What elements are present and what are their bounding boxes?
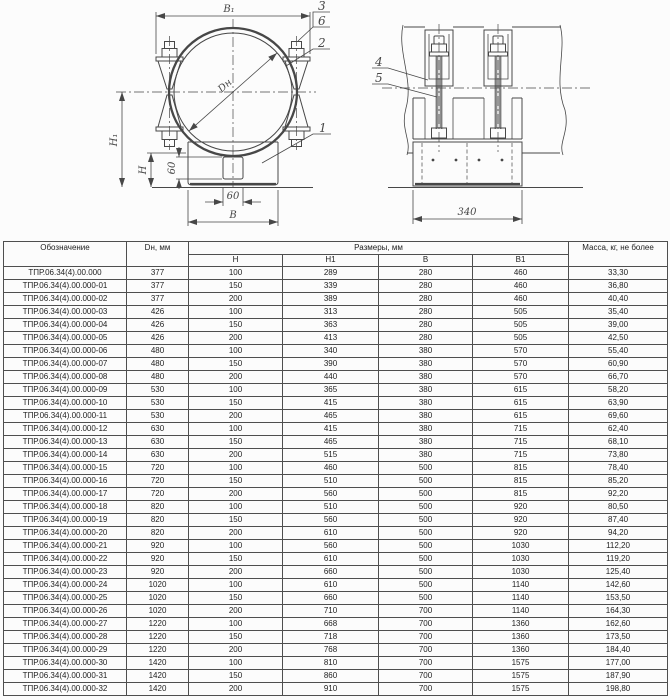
cell-b1: 505 (473, 319, 569, 332)
cell-designation: ТПР.06.34(4).00.000-26 (4, 605, 127, 618)
cell-designation: ТПР.06.34(4).00.000-30 (4, 657, 127, 670)
dimension-h1 (109, 92, 122, 187)
cell-h: 100 (189, 501, 283, 514)
cell-h: 150 (189, 436, 283, 449)
cell-dn: 480 (127, 371, 189, 384)
cell-h: 100 (189, 267, 283, 280)
cell-h1: 510 (283, 501, 379, 514)
cell-h: 150 (189, 670, 283, 683)
callout-3-label: 3 (318, 0, 326, 13)
table-row (4, 306, 668, 319)
cell-b: 700 (379, 631, 473, 644)
cell-b: 700 (379, 670, 473, 683)
table-row (4, 345, 668, 358)
cell-dn: 426 (127, 332, 189, 345)
table-row (4, 410, 668, 423)
cell-b1: 505 (473, 332, 569, 345)
cell-b: 700 (379, 683, 473, 696)
cell-designation: ТПР.06.34(4).00.000-11 (4, 410, 127, 423)
cell-b1: 1575 (473, 683, 569, 696)
col-header-b: B (379, 255, 473, 267)
table-row (4, 514, 668, 527)
cell-h1: 363 (283, 319, 379, 332)
cell-b: 280 (379, 319, 473, 332)
cell-b: 500 (379, 488, 473, 501)
cell-h: 200 (189, 371, 283, 384)
table-row (4, 384, 668, 397)
cell-b: 280 (379, 332, 473, 345)
table-row (4, 371, 668, 384)
dim-dn-label: Dн (216, 77, 235, 96)
cell-designation: ТПР.06.34(4).00.000-13 (4, 436, 127, 449)
cell-mass: 85,20 (569, 475, 668, 488)
spec-table (3, 241, 668, 696)
cell-h1: 768 (283, 644, 379, 657)
cell-mass: 87,40 (569, 514, 668, 527)
cell-h1: 910 (283, 683, 379, 696)
cell-mass: 187,90 (569, 670, 668, 683)
table-row (4, 579, 668, 592)
cell-dn: 530 (127, 397, 189, 410)
cell-designation: ТПР.06.34(4).00.000-20 (4, 527, 127, 540)
table-row (4, 553, 668, 566)
cell-h: 200 (189, 410, 283, 423)
cell-designation: ТПР.06.34(4).00.000-24 (4, 579, 127, 592)
front-view (109, 0, 331, 226)
cell-b1: 715 (473, 423, 569, 436)
cell-h1: 718 (283, 631, 379, 644)
callout-4-label: 4 (375, 55, 383, 69)
cell-dn: 630 (127, 436, 189, 449)
cell-h1: 860 (283, 670, 379, 683)
cell-mass: 92,20 (569, 488, 668, 501)
cell-h: 100 (189, 423, 283, 436)
cell-b1: 920 (473, 514, 569, 527)
cell-designation: ТПР.06.34(4).00.000-32 (4, 683, 127, 696)
cell-h: 150 (189, 514, 283, 527)
table-row (4, 397, 668, 410)
cell-h: 100 (189, 657, 283, 670)
cell-h1: 390 (283, 358, 379, 371)
cell-mass: 177,00 (569, 657, 668, 670)
cell-dn: 1420 (127, 657, 189, 670)
col-header-b1: B1 (473, 255, 569, 267)
cell-b: 380 (379, 410, 473, 423)
cell-mass: 112,20 (569, 540, 668, 553)
cell-b1: 460 (473, 267, 569, 280)
table-row (4, 527, 668, 540)
cell-designation: ТПР.06.34(4).00.000-27 (4, 618, 127, 631)
cell-dn: 920 (127, 553, 189, 566)
cell-b1: 815 (473, 462, 569, 475)
cell-mass: 39,00 (569, 319, 668, 332)
cell-b: 500 (379, 540, 473, 553)
table-row (4, 423, 668, 436)
cell-h: 100 (189, 579, 283, 592)
cell-b1: 1360 (473, 644, 569, 657)
cell-mass: 184,40 (569, 644, 668, 657)
cell-h1: 668 (283, 618, 379, 631)
cell-mass: 35,40 (569, 306, 668, 319)
table-row (4, 319, 668, 332)
cell-designation: ТПР.06.34(4).00.000-28 (4, 631, 127, 644)
cell-b1: 615 (473, 384, 569, 397)
cell-designation: ТПР.06.34(4).00.000-14 (4, 449, 127, 462)
cell-h1: 415 (283, 397, 379, 410)
cell-dn: 820 (127, 501, 189, 514)
cell-h1: 460 (283, 462, 379, 475)
cell-designation: ТПР.06.34(4).00.000-21 (4, 540, 127, 553)
cell-b: 700 (379, 644, 473, 657)
cell-h: 150 (189, 631, 283, 644)
cell-designation: ТПР.06.34(4).00.000-19 (4, 514, 127, 527)
cell-mass: 80,50 (569, 501, 668, 514)
cell-dn: 920 (127, 566, 189, 579)
spec-table-header (4, 242, 668, 267)
cell-designation: ТПР.06.34(4).00.000-18 (4, 501, 127, 514)
cell-dn: 820 (127, 514, 189, 527)
cell-h1: 440 (283, 371, 379, 384)
cell-h: 200 (189, 488, 283, 501)
cell-dn: 1420 (127, 670, 189, 683)
dim-h1-label: H₁ (109, 133, 120, 147)
cell-designation: ТПР.06.34(4).00.000-08 (4, 371, 127, 384)
col-header-dn: Dн, мм (127, 242, 189, 267)
cell-b: 280 (379, 306, 473, 319)
table-row (4, 488, 668, 501)
cell-mass: 55,40 (569, 345, 668, 358)
cell-b: 500 (379, 566, 473, 579)
cell-designation: ТПР.06.34(4).00.000-02 (4, 293, 127, 306)
cell-h1: 413 (283, 332, 379, 345)
cell-b1: 1360 (473, 631, 569, 644)
cell-designation: ТПР.06.34(4).00.000-12 (4, 423, 127, 436)
cell-dn: 426 (127, 319, 189, 332)
cell-h: 100 (189, 306, 283, 319)
cell-dn: 720 (127, 488, 189, 501)
cell-dn: 480 (127, 358, 189, 371)
cell-mass: 66,70 (569, 371, 668, 384)
cell-dn: 1220 (127, 631, 189, 644)
cell-b: 380 (379, 449, 473, 462)
table-row (4, 462, 668, 475)
cell-dn: 1220 (127, 644, 189, 657)
table-row (4, 501, 668, 514)
cell-h1: 365 (283, 384, 379, 397)
table-row (4, 436, 668, 449)
cell-b1: 715 (473, 436, 569, 449)
cell-b1: 615 (473, 410, 569, 423)
cell-b: 500 (379, 579, 473, 592)
cell-b1: 1030 (473, 566, 569, 579)
cell-mass: 164,30 (569, 605, 668, 618)
table-row (4, 592, 668, 605)
cell-b1: 920 (473, 501, 569, 514)
callout-5 (372, 71, 437, 97)
table-row (4, 644, 668, 657)
cell-b1: 460 (473, 280, 569, 293)
table-row (4, 605, 668, 618)
col-header-h1: H1 (283, 255, 379, 267)
cell-mass: 69,60 (569, 410, 668, 423)
table-row (4, 618, 668, 631)
cell-mass: 173,50 (569, 631, 668, 644)
col-header-mass: Масса, кг, не более (569, 242, 668, 267)
dim-h-label: H (138, 165, 149, 175)
cell-h1: 510 (283, 475, 379, 488)
cell-designation: ТПР.06.34(4).00.000-15 (4, 462, 127, 475)
cell-h: 200 (189, 332, 283, 345)
cell-b: 280 (379, 280, 473, 293)
callout-6-label: 6 (318, 14, 326, 28)
table-row (4, 670, 668, 683)
cell-designation: ТПР.06.34(4).00.000-16 (4, 475, 127, 488)
cell-mass: 94,20 (569, 527, 668, 540)
cell-b: 500 (379, 501, 473, 514)
cell-b1: 1360 (473, 618, 569, 631)
cell-mass: 33,30 (569, 267, 668, 280)
cell-mass: 63,90 (569, 397, 668, 410)
cell-b: 380 (379, 397, 473, 410)
cell-h1: 710 (283, 605, 379, 618)
table-row (4, 293, 668, 306)
cell-designation: ТПР.06.34(4).00.000-10 (4, 397, 127, 410)
cell-h1: 560 (283, 514, 379, 527)
cell-b: 500 (379, 527, 473, 540)
cell-b1: 1030 (473, 553, 569, 566)
col-header-designation: Обозначение (4, 242, 127, 267)
cell-mass: 119,20 (569, 553, 668, 566)
cell-b1: 1140 (473, 592, 569, 605)
cell-b: 500 (379, 592, 473, 605)
cell-mass: 68,10 (569, 436, 668, 449)
dim-60v-label: 60 (167, 161, 178, 175)
cell-designation: ТПР.06.34(4).00.000-25 (4, 592, 127, 605)
cell-designation: ТПР.06.34(4).00.000-01 (4, 280, 127, 293)
cell-mass: 73,80 (569, 449, 668, 462)
cell-designation: ТПР.06.34(4).00.000 (4, 267, 127, 280)
cell-mass: 125,40 (569, 566, 668, 579)
cell-b1: 505 (473, 306, 569, 319)
cell-h: 200 (189, 644, 283, 657)
cell-h1: 389 (283, 293, 379, 306)
cell-dn: 377 (127, 280, 189, 293)
cell-dn: 820 (127, 527, 189, 540)
cell-b: 380 (379, 358, 473, 371)
cell-h1: 339 (283, 280, 379, 293)
cell-b1: 570 (473, 371, 569, 384)
cell-h1: 465 (283, 410, 379, 423)
cell-designation: ТПР.06.34(4).00.000-09 (4, 384, 127, 397)
cell-b: 380 (379, 423, 473, 436)
cell-b: 700 (379, 618, 473, 631)
cell-mass: 42,50 (569, 332, 668, 345)
table-row (4, 475, 668, 488)
cell-mass: 198,80 (569, 683, 668, 696)
cell-h1: 515 (283, 449, 379, 462)
cell-b: 380 (379, 345, 473, 358)
cell-b: 380 (379, 384, 473, 397)
cell-mass: 142,60 (569, 579, 668, 592)
cell-h1: 610 (283, 527, 379, 540)
cell-mass: 40,40 (569, 293, 668, 306)
side-base-plate (413, 142, 522, 186)
col-header-h: H (189, 255, 283, 267)
cell-h1: 289 (283, 267, 379, 280)
cell-designation: ТПР.06.34(4).00.000-06 (4, 345, 127, 358)
cell-dn: 530 (127, 384, 189, 397)
cell-h: 200 (189, 527, 283, 540)
cell-h: 150 (189, 592, 283, 605)
cell-mass: 62,40 (569, 423, 668, 436)
cell-h1: 313 (283, 306, 379, 319)
cell-dn: 630 (127, 449, 189, 462)
table-row (4, 358, 668, 371)
cell-h: 100 (189, 540, 283, 553)
cell-mass: 153,50 (569, 592, 668, 605)
cell-h1: 415 (283, 423, 379, 436)
cell-dn: 377 (127, 293, 189, 306)
cell-b1: 1575 (473, 657, 569, 670)
cell-h: 150 (189, 280, 283, 293)
cell-mass: 58,20 (569, 384, 668, 397)
cell-b1: 1140 (473, 605, 569, 618)
cell-h: 100 (189, 618, 283, 631)
dim-60h-label: 60 (226, 191, 240, 202)
cell-b1: 715 (473, 449, 569, 462)
cell-dn: 1220 (127, 618, 189, 631)
cell-h: 150 (189, 553, 283, 566)
cell-designation: ТПР.06.34(4).00.000-22 (4, 553, 127, 566)
dimension-340 (413, 190, 522, 224)
cell-dn: 720 (127, 475, 189, 488)
cell-dn: 1420 (127, 683, 189, 696)
cell-h: 200 (189, 566, 283, 579)
cell-h: 200 (189, 605, 283, 618)
cell-b1: 570 (473, 358, 569, 371)
side-view (372, 24, 592, 224)
table-row (4, 332, 668, 345)
table-row (4, 449, 668, 462)
cell-designation: ТПР.06.34(4).00.000-07 (4, 358, 127, 371)
cell-mass: 36,80 (569, 280, 668, 293)
callout-2-label: 2 (318, 36, 326, 50)
cell-b1: 1140 (473, 579, 569, 592)
cell-b: 500 (379, 462, 473, 475)
dim-b-label: B (229, 210, 237, 221)
cell-h1: 560 (283, 488, 379, 501)
table-row (4, 683, 668, 696)
table-row (4, 267, 668, 280)
cell-h: 200 (189, 683, 283, 696)
cell-designation: ТПР.06.34(4).00.000-05 (4, 332, 127, 345)
cell-h1: 610 (283, 579, 379, 592)
callout-3-6 (298, 0, 330, 41)
cell-h: 200 (189, 449, 283, 462)
dimension-60-horizontal (205, 188, 261, 206)
cell-dn: 1020 (127, 605, 189, 618)
cell-b1: 1575 (473, 670, 569, 683)
cell-dn: 426 (127, 306, 189, 319)
cell-designation: ТПР.06.34(4).00.000-03 (4, 306, 127, 319)
cell-h1: 465 (283, 436, 379, 449)
cell-b1: 615 (473, 397, 569, 410)
spec-table-body (4, 267, 668, 696)
col-header-sizes: Размеры, мм (189, 242, 569, 255)
cell-b: 280 (379, 293, 473, 306)
cell-h: 100 (189, 462, 283, 475)
cell-mass: 78,40 (569, 462, 668, 475)
cell-designation: ТПР.06.34(4).00.000-31 (4, 670, 127, 683)
table-row (4, 657, 668, 670)
cell-b1: 920 (473, 527, 569, 540)
cell-b1: 815 (473, 488, 569, 501)
cell-h: 150 (189, 397, 283, 410)
callout-5-label: 5 (375, 71, 383, 85)
dim-b1-label: B₁ (223, 4, 235, 15)
cell-dn: 720 (127, 462, 189, 475)
cell-mass: 60,90 (569, 358, 668, 371)
cell-h: 200 (189, 293, 283, 306)
cell-b: 700 (379, 605, 473, 618)
cell-h1: 610 (283, 553, 379, 566)
cell-h1: 660 (283, 592, 379, 605)
cell-b1: 1030 (473, 540, 569, 553)
cell-designation: ТПР.06.34(4).00.000-04 (4, 319, 127, 332)
cell-designation: ТПР.06.34(4).00.000-23 (4, 566, 127, 579)
technical-drawing (0, 0, 670, 238)
cell-b: 500 (379, 475, 473, 488)
cell-mass: 162,60 (569, 618, 668, 631)
cell-b: 380 (379, 436, 473, 449)
cell-b: 500 (379, 553, 473, 566)
cell-h1: 660 (283, 566, 379, 579)
cell-h1: 560 (283, 540, 379, 553)
cell-dn: 530 (127, 410, 189, 423)
cell-h: 150 (189, 475, 283, 488)
cell-b: 280 (379, 267, 473, 280)
cell-h: 150 (189, 319, 283, 332)
cell-designation: ТПР.06.34(4).00.000-17 (4, 488, 127, 501)
cell-h: 100 (189, 345, 283, 358)
cell-h: 150 (189, 358, 283, 371)
table-row (4, 540, 668, 553)
cell-dn: 920 (127, 540, 189, 553)
cell-b1: 460 (473, 293, 569, 306)
cell-b1: 570 (473, 345, 569, 358)
dim-340-label: 340 (457, 207, 477, 218)
cell-designation: ТПР.06.34(4).00.000-29 (4, 644, 127, 657)
cell-dn: 480 (127, 345, 189, 358)
table-row (4, 280, 668, 293)
cell-b: 380 (379, 371, 473, 384)
cell-h1: 810 (283, 657, 379, 670)
cell-h1: 340 (283, 345, 379, 358)
table-row (4, 566, 668, 579)
cell-dn: 1020 (127, 579, 189, 592)
cell-dn: 630 (127, 423, 189, 436)
cell-dn: 1020 (127, 592, 189, 605)
callout-1-label: 1 (319, 121, 327, 135)
cell-dn: 377 (127, 267, 189, 280)
cell-b: 700 (379, 657, 473, 670)
cell-h: 100 (189, 384, 283, 397)
cell-b1: 815 (473, 475, 569, 488)
cell-b: 500 (379, 514, 473, 527)
table-row (4, 631, 668, 644)
